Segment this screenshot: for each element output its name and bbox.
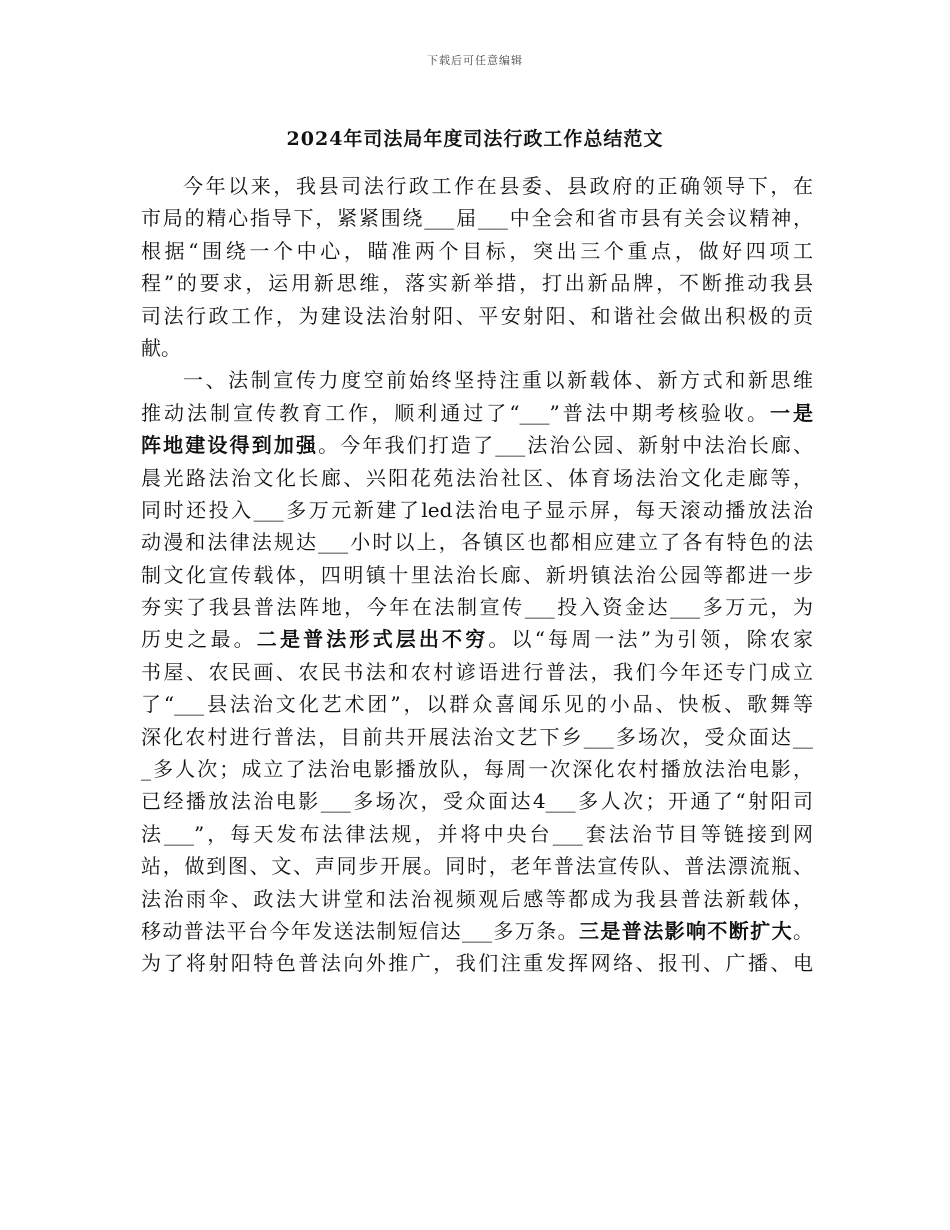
body-line (141, 300, 813, 332)
body-line (141, 883, 813, 915)
body-line (141, 947, 813, 979)
body-line (141, 559, 813, 591)
document-title: 2024年司法局年度司法行政工作总结范文 (286, 128, 664, 150)
body-line (141, 332, 813, 364)
bold-text-segment: 二是普法形式层出不穷 (256, 627, 489, 652)
body-line (141, 688, 813, 720)
text-segment: 今年以来，我县司法行政工作在县委、县政府的正确领导下，在 (183, 174, 813, 198)
body-line (141, 753, 813, 785)
body-line (141, 235, 813, 267)
body-line (141, 526, 813, 558)
text-segment: 动漫和法律法规达___小时以上，各镇区也都相应建立了各有特色的法 (141, 530, 813, 555)
body-line (141, 656, 813, 688)
text-segment: 推动法制宣传教育工作，顺利通过了“___”普法中期考核验收。 (141, 400, 770, 425)
body-line (141, 429, 813, 461)
body-line (141, 623, 813, 655)
text-segment: 制文化宣传载体，四明镇十里法治长廊、新坍镇法治公园等都进一步 (141, 562, 813, 587)
bold-text-segment: 一是 (769, 400, 814, 425)
body-line (141, 267, 813, 299)
text-segment: 深化农村进行普法，目前共开展法治文艺下乡___多场次，受众面达__ (141, 724, 813, 749)
text-segment: 一、法制宣传力度空前始终坚持注重以新载体、新方式和新思维 (183, 368, 813, 393)
text-segment: 了“___县法治文化艺术团”，以群众喜闻乐见的小品、快板、歌舞等 (141, 692, 813, 717)
body-line (141, 494, 813, 526)
text-segment: 为了将射阳特色普法向外推广，我们注重发挥网络、报刊、广播、电 (141, 951, 813, 976)
text-segment: 市局的精心指导下，紧紧围绕___届___中全会和省市县有关会议精神， (141, 206, 813, 231)
text-segment: 站，做到图、文、声同步开展。同时，老年普法宣传队、普法漂流瓶、 (141, 854, 813, 879)
body-line (141, 785, 813, 817)
body-line (141, 850, 813, 882)
body-line (141, 721, 813, 753)
text-segment: 晨光路法治文化长廊、兴阳花苑法治社区、体育场法治文化走廊等， (141, 465, 813, 490)
document-body (141, 170, 813, 980)
body-line (141, 462, 813, 494)
body-line (141, 202, 813, 234)
text-segment: 同时还投入___多万元新建了led法治电子显示屏，每天滚动播放法治 (141, 497, 813, 522)
body-line (141, 397, 813, 429)
body-line (141, 915, 813, 947)
text-segment: 历史之最。 (141, 627, 257, 652)
body-line (141, 364, 813, 396)
text-segment: 献。 (141, 335, 181, 360)
text-segment: 。今年我们打造了___法治公园、新射中法治长廊、 (318, 433, 814, 458)
text-segment: 移动普法平台今年发送法制短信达___多万条。 (141, 918, 579, 943)
text-segment: 已经播放法治电影___多场次，受众面达4___多人次；开通了“射阳司 (141, 789, 813, 814)
page-header-note: 下载后可任意编辑 (427, 54, 523, 67)
text-segment: _多人次；成立了法治电影播放队，每周一次深化农村播放法治电影， (141, 757, 813, 782)
text-segment: 司法行政工作，为建设法治射阳、平安射阳、和谐社会做出积极的贡 (141, 303, 813, 328)
text-segment: 程”的要求，运用新思维，落实新举措，打出新品牌，不断推动我县 (141, 271, 813, 296)
body-line (141, 170, 813, 202)
body-line (141, 818, 813, 850)
text-segment: 根据“围绕一个中心，瞄准两个目标，突出三个重点，做好四项工 (141, 238, 813, 263)
text-segment: 法治雨伞、政法大讲堂和法治视频观后感等都成为我县普法新载体， (141, 886, 813, 911)
text-segment: 。 (793, 918, 813, 943)
body-line (141, 591, 813, 623)
text-segment: 书屋、农民画、农民书法和农村谚语进行普法，我们今年还专门成立 (141, 659, 813, 684)
bold-text-segment: 三是普法影响不断扩大 (579, 918, 793, 943)
text-segment: 法___”，每天发布法律法规，并将中央台___套法治节目等链接到网 (141, 821, 813, 846)
text-segment: 。以“每周一法”为引领，除农家 (488, 627, 814, 652)
text-segment: 夯实了我县普法阵地，今年在法制宣传___投入资金达___多万元，为 (141, 595, 813, 620)
bold-text-segment: 阵地建设得到加强 (141, 433, 319, 458)
